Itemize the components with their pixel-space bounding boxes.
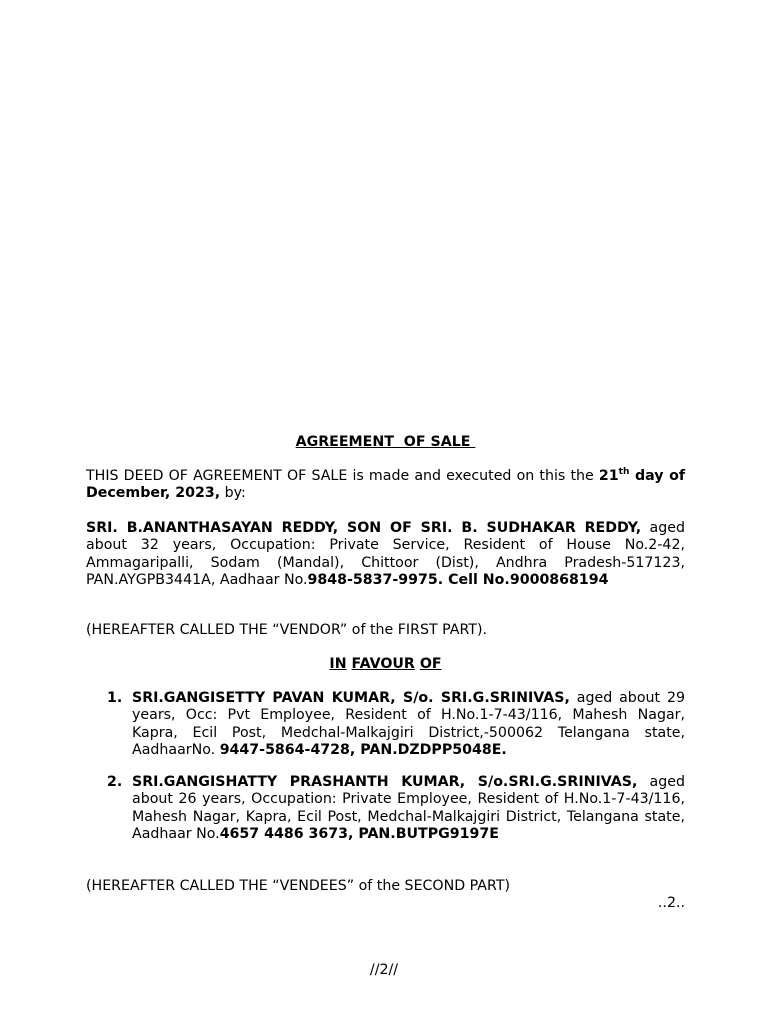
document-title: AGREEMENT OF SALE [295, 434, 476, 450]
page-footer: //2// [369, 962, 399, 978]
vendee-name: SRI.GANGISETTY PAVAN KUMAR, S/o. SRI.G.SRINIVAS, [132, 690, 570, 706]
vendees-called: (HEREAFTER CALLED THE “VENDEES” of the SECOND PART) [86, 878, 511, 894]
vendor-paragraph [86, 520, 685, 589]
intro-by: by: [220, 485, 246, 502]
vendee-name: SRI.GANGISHATTY PRASHANTH KUMAR, S/o.SRI.G.SRINIVAS, [132, 774, 638, 790]
vendor-name: SRI. B.ANANTHASAYAN REDDY, SON OF SRI. B. SUDHAKAR REDDY, [86, 520, 642, 536]
in-favour-heading: IN FAVOUR OF [329, 656, 442, 672]
intro-paragraph [86, 468, 685, 503]
continuation-marker: ..2.. [657, 895, 685, 911]
vendor-called: (HEREAFTER CALLED THE “VENDOR” of the FIRST PART). [86, 622, 488, 638]
vendee-item-1 [107, 690, 686, 759]
vendor-aadhaar: 9848-5837-9975. Cell No.9000868194 [307, 571, 609, 588]
intro-day: 21th day of December, 2023, [86, 467, 685, 502]
vendor-details: aged about 32 years, Occupation: Private Service, Resident of House No.2-42, Ammagaripalli, Sodam (Mandal), Chittoor (Dist), Andhra Pradesh-517123, PAN.AYGPB3441A, Aadhaar No. [86, 520, 685, 588]
vendee-details: aged about 29 years, Occ: Pvt Employee, Resident of H.No.1-7-43/116, Mahesh Nagar, Kapra, Ecil Post, Medchal-Malkajgiri District,-500062 Telangana state, AadhaarNo. [132, 690, 686, 758]
vendee-ids: 4657 4486 3673, PAN.BUTPG9197E [219, 825, 499, 842]
vendee-number: 2. [107, 774, 123, 790]
vendee-number: 1. [107, 690, 123, 706]
vendee-details: aged about 26 years, Occupation: Private Employee, Resident of H.No.1-7-43/116, Mahesh Nagar, Kapra, Ecil Post, Medchal-Malkajgiri District, Telangana state, Aadhaar No. [132, 774, 685, 842]
intro-text: THIS DEED OF AGREEMENT OF SALE is made and executed on this the [86, 468, 599, 484]
vendee-ids: 9447-5864-4728, PAN.DZDPP5048E. [219, 741, 507, 758]
vendee-item-2 [107, 774, 685, 843]
